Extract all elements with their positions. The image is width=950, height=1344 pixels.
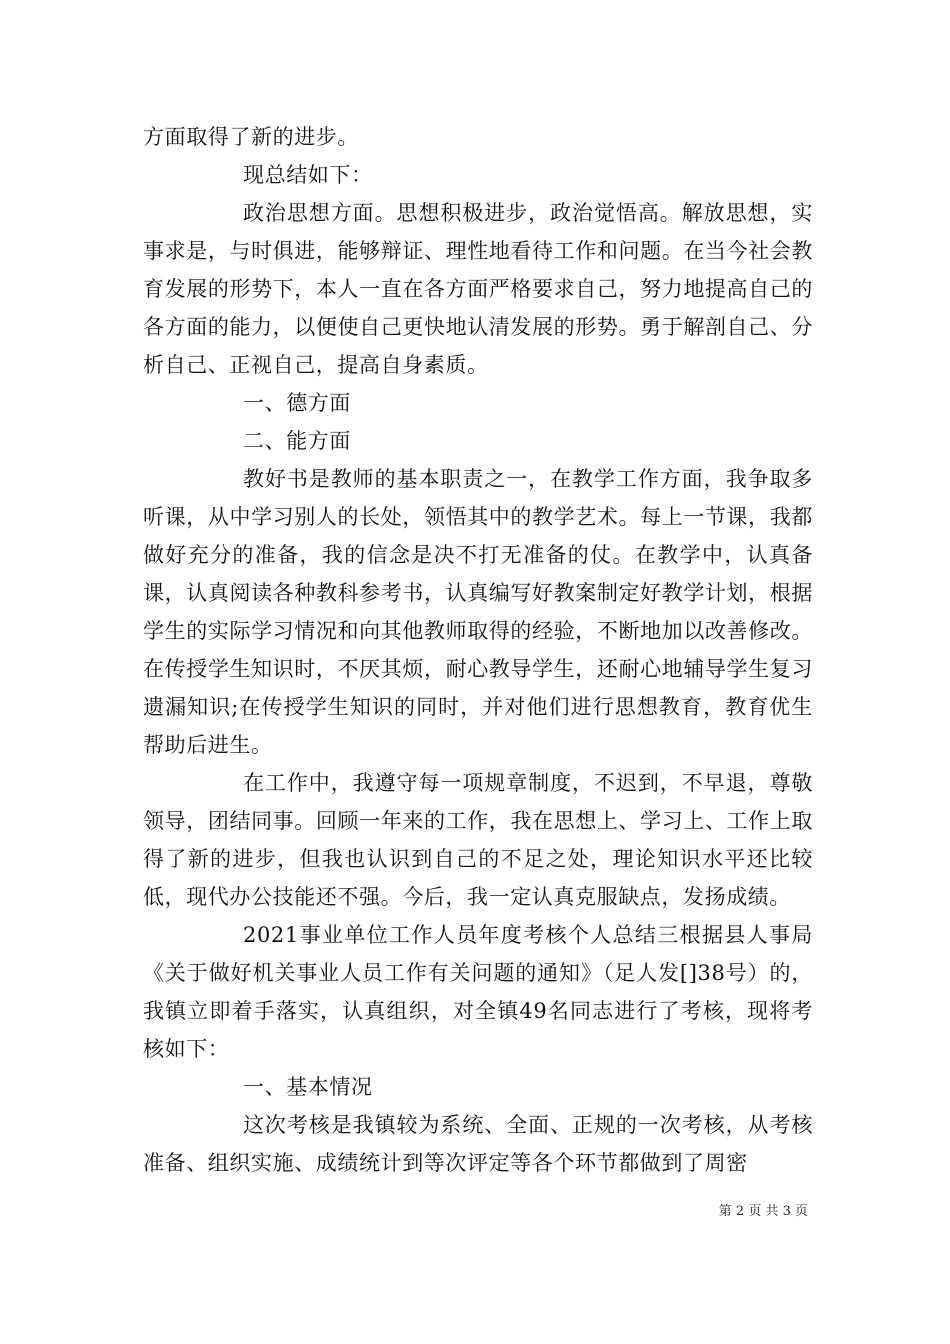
section-heading-neng: 二、能方面 bbox=[243, 429, 351, 453]
paragraph-2: 现总结如下： bbox=[243, 163, 373, 187]
paragraph-1: 方面取得了新的进步。 bbox=[143, 125, 359, 149]
section-heading-basic: 一、基本情况 bbox=[243, 1075, 373, 1099]
paragraph-10: 这次考核是我镇较为系统、全面、正规的一次考核，从考核准备、组织实施、成绩统计到等次评定等各个环节都做到了周密 bbox=[143, 1113, 813, 1175]
page-number-footer: 第 2 页 共 3 页 bbox=[718, 1204, 808, 1219]
document-body bbox=[143, 118, 813, 1182]
paragraph-7: 在工作中，我遵守每一项规章制度，不迟到，不早退，尊敬领导，团结同事。回顾一年来的工作，我在思想上、学习上、工作上取得了新的进步，但我也认识到自己的不足之处，理论知识水平还比较低，现代办公技能还不强。今后，我一定认真克服缺点，发扬成绩。 bbox=[143, 771, 813, 909]
paragraph-3: 政治思想方面。思想积极进步，政治觉悟高。解放思想，实事求是，与时俱进，能够辩证、理性地看待工作和问题。在当今社会教育发展的形势下，本人一直在各方面严格要求自己，努力地提高自己的各方面的能力，以便使自己更快地认清发展的形势。勇于解剖自己、分析自己、正视自己，提高自身素质。 bbox=[143, 201, 813, 377]
section-heading-de: 一、德方面 bbox=[243, 391, 351, 415]
paragraph-8: 2021事业单位工作人员年度考核个人总结三根据县人事局《关于做好机关事业人员工作有关问题的通知》（足人发[]38号）的，我镇立即着手落实，认真组织，对全镇49名同志进行了考核，现将考核如下： bbox=[143, 923, 813, 1061]
paragraph-6: 教好书是教师的基本职责之一，在教学工作方面，我争取多听课，从中学习别人的长处，领悟其中的教学艺术。每上一节课，我都做好充分的准备，我的信念是决不打无准备的仗。在教学中，认真备课，认真阅读各种教科参考书，认真编写好教案制定好教学计划，根据学生的实际学习情况和向其他教师取得的经验，不断地加以改善修改。在传授学生知识时，不厌其烦，耐心教导学生，还耐心地辅导学生复习遗漏知识;在传授学生知识的同时，并对他们进行思想教育，教育优生帮助后进生。 bbox=[143, 467, 813, 757]
